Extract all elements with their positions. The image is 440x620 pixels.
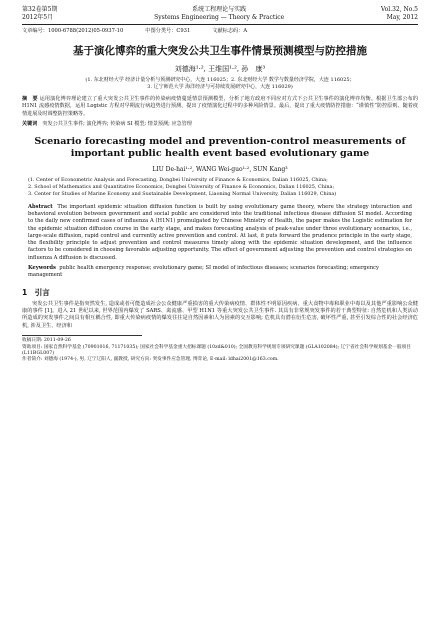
- introduction-paragraph: 突发公共卫生事件是指突然发生, 造成或者可能造成社会公众健康严重损害的重大传染病疫情、群体性不明原因疾病、重大食物中毒和职业中毒以及其他严重影响公众健康的事件 [1]。进入 21 世纪以来, 世界范围内爆发了 SARS、禽流感、甲型 H1N1 等重大突发公共卫生事件. 其具有非常规突发事件的若干典型特征: 自然危机和人类活动所造成的突发事件之间具有相互耦合性, 即重大传染病疫情的爆发往往是自然因素和人为因素的交互影响; 危机具有潜在衍生危害, 破坏性严重, 甚至引发综合性的社会经济危机, 涉及卫生、经济和: [22, 300, 418, 329]
- abstract-en: [22, 204, 418, 262]
- title-en: Scenario forecasting model and prevention-control measurements of important public health event based evolutionary game: [34, 136, 406, 160]
- footnote-funding: 资助项目: 国家自然科学基金 (70901016, 71171035); 国家社会科学基金重大招标课题 (10zd&010); 全国教育科学规划专项研究课题 (GLA102084); 辽宁省社会科学规划基金一般项目 (L11BGL007): [22, 344, 411, 357]
- affiliations-en: [22, 177, 418, 197]
- classification-number: 中图分类号：C931: [145, 28, 191, 34]
- abstract-cn: [22, 96, 418, 118]
- footnote-rule: [22, 335, 142, 336]
- authors-cn: 刘德海¹·², 王维国¹·², 孙 康³: [174, 65, 266, 73]
- affiliation-en-3: 3. Center for Studies of Marine Economy and Sustainable Development, Liaoning Normal University, Dalian 116029, China): [28, 190, 337, 197]
- date-cn: 2012年5月: [22, 14, 54, 21]
- keywords-en-label: Keywords: [28, 264, 56, 271]
- volume-cn: 第32卷第5期: [22, 6, 58, 13]
- abstract-en-text: The important epidemic situation diffusion function is built by using evolutionary game theory, where the strategy interaction and behavioral evolution between government and social public are considered into the traditional infectious disease diffusion SI model. According to the daily new confirmed cases of influenza A (H1N1) promulgated by Chinese Ministry of Health, the paper makes the Logistic estimation for the epidemic situation diffusion course in the early stage, and makes forecasting analysis of peak-value under three evolutionary scenarios, i.e., large-scale diffusion, rapid control and currently active prevention and control. At last, it puts forward the prudence principle in the early stage, the flexibility principle to adjust prevention and control measures timely along with the epidemic situation development, and the influence factors to be considered in choosing favorable adjusting opportunity. The effect of government adjusting the prevention and control strategies on influenza A diffusion is discussed.: [28, 203, 412, 261]
- footnote-received: 收稿日期: 2011-09-26: [22, 338, 71, 344]
- document-code: 文献标志码：A: [212, 28, 248, 34]
- date-en: May, 2012: [386, 14, 418, 21]
- authors-en: LIU De-hai¹·², WANG Wei-guo¹·², SUN Kang³: [152, 166, 288, 174]
- affiliation-en-1: (1. Center of Econometric Analysis and Forecasting, Dongbei University of Finance & Economics, Dalian 116025, China;: [28, 177, 328, 184]
- journal-name-cn: 系统工程理论与实践: [192, 6, 247, 13]
- article-meta: [22, 28, 418, 35]
- running-header: [22, 6, 418, 22]
- affiliations-cn: (1. 东北财经大学 经济计量分析与预测研究中心，大连 116025；2. 东北财经大学 数学与数量经济学院，大连 116025； 3. 辽宁师范大学 海洋经济与可持续发展研究中心，大连 116029): [85, 77, 355, 90]
- keywords-cn: [22, 121, 418, 128]
- volume-en: Vol.32, No.5: [380, 6, 418, 13]
- journal-name-en: Systems Engineering — Theory & Practice: [154, 14, 285, 21]
- affiliation-en-2: 2. School of Mathematics and Quantitative Economics, Dongbei University of Finance & Economics, Dalian 116025, China;: [28, 184, 335, 191]
- footnotes: [22, 338, 418, 364]
- section-title-introduction: 1 引言: [22, 287, 50, 297]
- keywords-cn-label: 关键词: [22, 121, 38, 128]
- abstract-cn-label: 摘 要: [22, 96, 38, 102]
- article-number: 文章编号：1000-6788(2012)05-0937-10: [22, 28, 124, 34]
- header-rule: [22, 24, 418, 25]
- title-cn: 基于演化博弈的重大突发公共卫生事件情景预测模型与防控措施: [73, 45, 367, 57]
- abstract-en-label: Abstract: [28, 203, 53, 210]
- keywords-en: [22, 265, 418, 280]
- keywords-cn-text: 突发公共卫生事件; 演化博弈; 传染病 SI 模型; 情景预测; 应急管理: [42, 121, 192, 128]
- footnote-author-bio: 作者简介: 刘德海 (1974-), 男, 辽宁辽阳人, 副教授, 研究方向: 突发事件应急管理, 博弈论, E-mail: ldhai2001@163.com.: [22, 357, 279, 363]
- abstract-cn-text: 运用演化博弈理论建立了重大突发公共卫生事件的传染病疫情蔓延情景预测模型，分析了地方政府不同应对方式下公共卫生事件的演化博弈均衡。根据卫生部公布的 H1N1 流感疫情数据，运用 Logistic 方程对早期流行病趋势进行预测，提出了疫情演化过程中的多种风险情景。最后，提出了重大疫情防控措施：“谨慎性”防控原则、随着疫情进展及时调整防控策略等。: [22, 96, 418, 117]
- keywords-en-text: public health emergency response; evolutionary game; SI model of infectious diseases; scenarios forecasting; emergency management: [28, 264, 379, 279]
